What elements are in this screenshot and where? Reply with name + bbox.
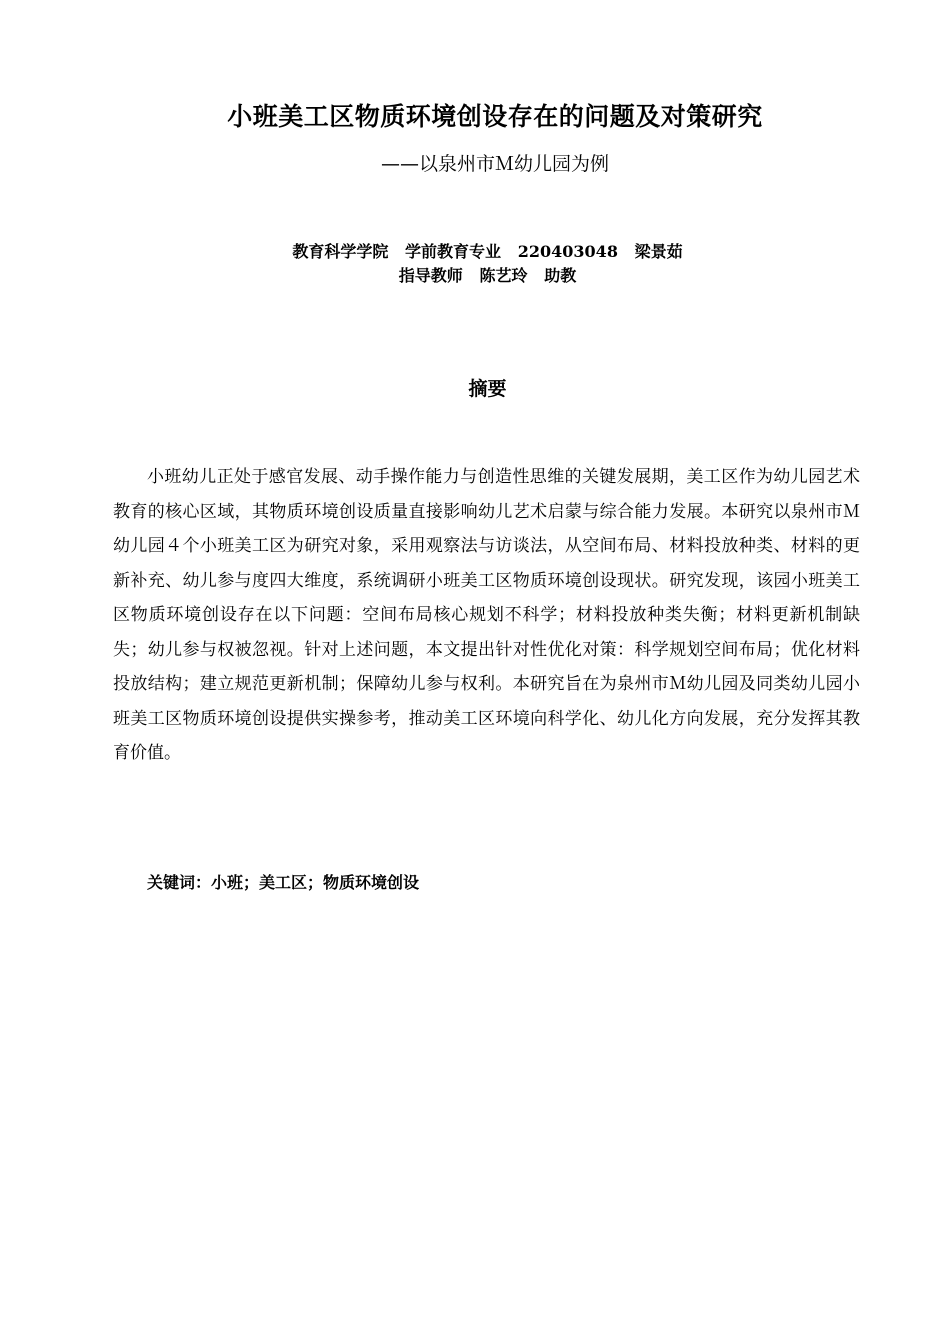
abstract-heading: 摘要 <box>468 378 507 400</box>
advisor-info: 指导教师 陈艺玲 助教 <box>398 266 577 285</box>
abstract-body: 小班幼儿正处于感官发展、动手操作能力与创造性思维的关键发展期，美工区作为幼儿园艺术教育的核心区域，其物质环境创设质量直接影响幼儿艺术启蒙与综合能力发展。本研究以泉州市Ｍ幼儿园４个小班美工区为研究对象，采用观察法与访谈法，从空间布局、材料投放种类、材料的更新补充、幼儿参与度四大维度，系统调研小班美工区物质环境创设现状。研究发现，该园小班美工区物质环境创设存在以下问题：空间布局核心规划不科学；材料投放种类失衡；材料更新机制缺失；幼儿参与权被忽视。针对上述问题，本文提出针对性优化对策：科学规划空间布局；优化材料投放结构；建立规范更新机制；保障幼儿参与权利。本研究旨在为泉州市Ｍ幼儿园及同类幼儿园小班美工区物质环境创设提供实操参考，推动美工区环境向科学化、幼儿化方向发展，充分发挥其教育价值。 <box>113 467 860 763</box>
paper-subtitle: ——以泉州市Ｍ幼儿园为例 <box>380 153 609 175</box>
keywords: 关键词：小班；美工区；物质环境创设 <box>147 873 420 892</box>
paper-title: 小班美工区物质环境创设存在的问题及对策研究 <box>227 102 763 131</box>
author-info: 教育科学学院 学前教育专业 220403048 梁景茹 <box>292 242 683 261</box>
